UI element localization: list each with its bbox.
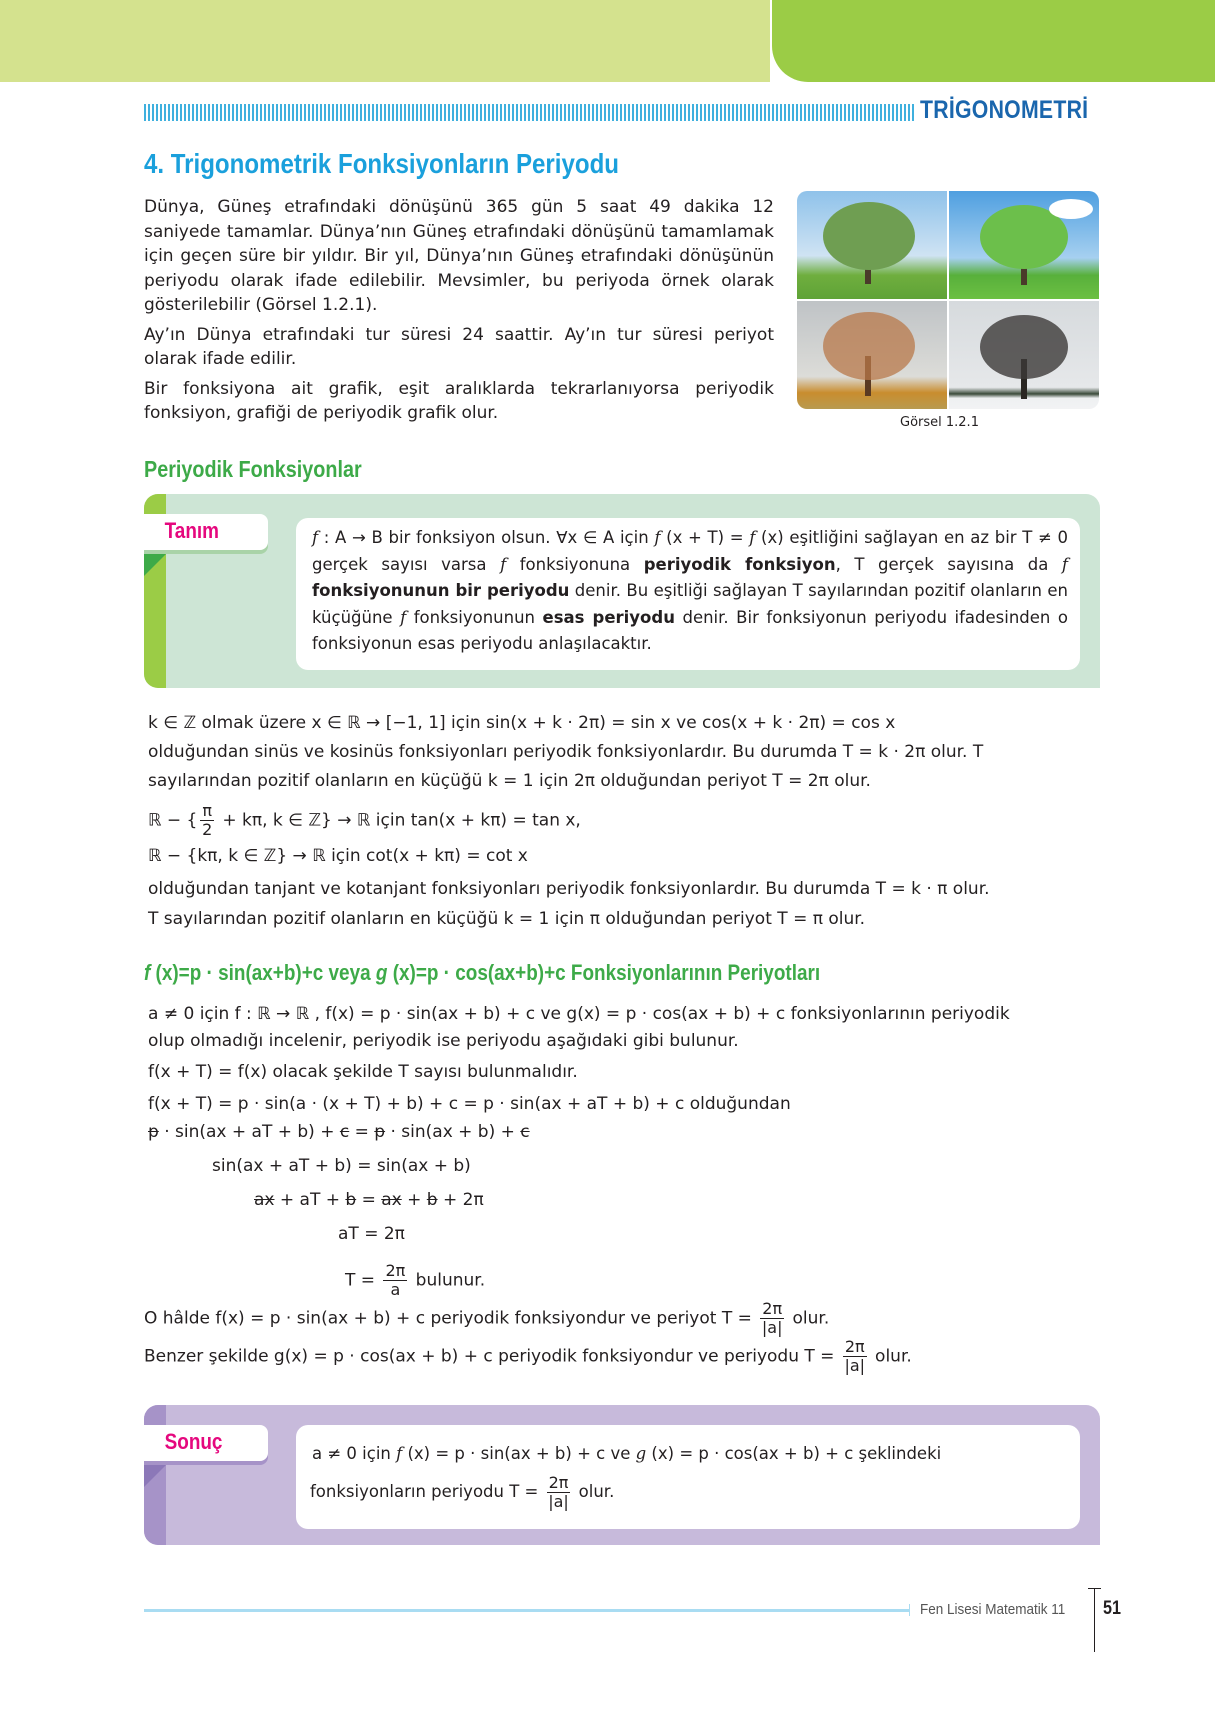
header-stripe [144, 104, 914, 121]
footer-divider [1094, 1588, 1095, 1652]
book-title: Fen Lisesi Matematik 11 [920, 1601, 1066, 1618]
footer-line [144, 1609, 910, 1612]
text-run: · sin(ax + aT + b) + [158, 1122, 340, 1142]
fraction-numerator: 2π [844, 1337, 865, 1356]
fraction [547, 1474, 571, 1511]
math-f: f [749, 528, 756, 547]
fraction-pi-over-2 [200, 802, 214, 839]
definition-label: Tanım [164, 518, 219, 543]
sincos-title [144, 960, 820, 986]
fraction-numerator: 2π [548, 1473, 569, 1492]
text-line: olduğundan tanjant ve kotanjant fonksiyonları periyodik fonksiyonlardır. Bu durumda T = k · π olur. [148, 879, 990, 899]
text-line: k ∈ ℤ olmak üzere x ∈ ℝ → [−1, 1] için sin(x + k · 2π) = sin x ve cos(x + k · 2π) = cos x [148, 713, 896, 733]
definition-run: fonksiyonuna [506, 554, 644, 574]
cancelled-ax: ax [381, 1190, 402, 1210]
derivation-step: aT = 2π [338, 1224, 405, 1244]
cancelled-p: p [374, 1122, 386, 1142]
fraction-denominator: 2 [202, 820, 213, 839]
conclusion-f [144, 1300, 1104, 1337]
cancelled-c: c [520, 1122, 530, 1142]
page-number: 51 [1103, 1598, 1121, 1619]
derivation-step [345, 1262, 1215, 1299]
text-run: Benzer şekilde g(x) = p · cos(ax + b) + c periyodik fonksiyondur ve periyodu T = [144, 1346, 840, 1367]
text-run: fonksiyonların periyodu T = [310, 1482, 544, 1501]
summer-tree-image [949, 191, 1099, 299]
title-run: (x)=p · cos(ax+b)+c Fonksiyonlarının Periyotları [387, 960, 821, 985]
derivation-step: sin(ax + aT + b) = sin(ax + b) [212, 1156, 471, 1176]
text-line: olduğundan sinüs ve kosinüs fonksiyonları periyodik fonksiyonlardır. Bu durumda T = k · 2π olur. T [148, 742, 984, 762]
section-title: 4. Trigonometrik Fonksiyonların Periyodu [144, 148, 620, 179]
definition-run: (x + T) = [660, 528, 750, 547]
text-run: bulunur. [410, 1270, 486, 1291]
definition-run: fonksiyonunun [406, 607, 543, 627]
cancel-line [148, 1118, 1108, 1146]
intro-text [144, 195, 774, 431]
definition-run: : A → B bir fonksiyon olsun. ∀x ∈ A için [318, 528, 655, 547]
text-run: (x) = p · sin(ax + b) + c ve [402, 1444, 636, 1463]
text-line: olup olmadığı incelenir, periyodik ise periyodu aşağıdaki gibi bulunur. [148, 1031, 739, 1051]
cot-line: ℝ − {kπ, k ∈ ℤ} → ℝ için cot(x + kπ) = cot x [148, 846, 528, 866]
fraction [843, 1338, 867, 1375]
chapter-title: TRİGONOMETRİ [920, 96, 1089, 124]
definition-run: denir. Bir fonksiyonun periyodu ifadesinden o fonksiyonun esas periyodu anlaşılacaktır. [312, 607, 1069, 653]
figure-caption: Görsel 1.2.1 [900, 415, 979, 430]
text-line: a ≠ 0 için f : ℝ → ℝ , f(x) = p · sin(ax + b) + c ve g(x) = p · cos(ax + b) + c fonksiyonlarının periyodik [148, 1004, 1010, 1024]
text-run: T = [345, 1270, 381, 1291]
text-line: f(x + T) = p · sin(a · (x + T) + b) + c = p · sin(ax + aT + b) + c olduğundan [148, 1094, 791, 1114]
result-line-2 [310, 1474, 1215, 1511]
cancelled-c: c [339, 1122, 350, 1142]
subsection-title: Periyodik Fonksiyonlar [144, 456, 362, 482]
cancelled-b: b [345, 1190, 357, 1210]
text-run: = [349, 1122, 375, 1142]
tan-line [148, 802, 1108, 839]
math-f: f [1061, 554, 1068, 574]
text-run: olur. [787, 1308, 830, 1329]
fraction-denominator: a [390, 1280, 401, 1299]
text-run: O hâlde f(x) = p · sin(ax + b) + c periyodik fonksiyondur ve periyot T = [144, 1308, 758, 1329]
math-f: f [400, 607, 407, 627]
header-band-light [0, 0, 770, 82]
seasons-figure [797, 191, 1099, 409]
title-f: f [144, 960, 151, 985]
definition-text [312, 525, 1068, 658]
title-run: (x)=p · sin(ax+b)+c veya [150, 960, 376, 985]
result-line-1 [312, 1440, 1215, 1468]
fraction-numerator: 2π [762, 1299, 783, 1318]
text-run: + kπ, k ∈ ℤ} → ℝ için tan(x + kπ) = tan x, [216, 810, 581, 831]
definition-run: denir. Bu eşitliği sağlayan T sayılarından pozitif olanların en küçüğüne [312, 581, 1069, 627]
fraction [383, 1262, 407, 1299]
definition-tab [144, 514, 268, 550]
result-label: Sonuç [164, 1429, 223, 1454]
term-fundamental-period: esas periyodu [542, 607, 675, 627]
text-line: f(x + T) = f(x) olacak şekilde T sayısı bulunmalıdır. [148, 1062, 578, 1082]
text-run: + 2π [437, 1190, 484, 1210]
fraction [760, 1300, 784, 1337]
text-run: ℝ − { [148, 810, 198, 831]
fraction-numerator: π [202, 801, 212, 820]
term-periodic-function: periyodik fonksiyon [643, 554, 836, 574]
text-run: a ≠ 0 için [312, 1444, 397, 1463]
fraction-denominator: |a| [548, 1492, 569, 1511]
math-g: g [635, 1444, 647, 1463]
text-run: olur. [869, 1346, 912, 1367]
definition-run: , T gerçek sayısına da [835, 554, 1062, 574]
text-line: T sayılarından pozitif olanların en küçüğü k = 1 için π olduğundan periyot T = π olur. [148, 909, 866, 929]
math-f: f [654, 528, 661, 547]
cancelled-p: p [148, 1122, 159, 1142]
text-run: = [356, 1190, 382, 1210]
spring-tree-image [797, 191, 947, 299]
definition-run: (x) eşitliğini sağlayan en az bir T ≠ 0 gerçek sayısı varsa [312, 528, 1069, 574]
fraction-denominator: |a| [844, 1356, 866, 1375]
text-run: + [401, 1190, 427, 1210]
cancelled-b: b [426, 1190, 438, 1210]
fraction-numerator: 2π [385, 1261, 406, 1280]
text-line: sayılarından pozitif olanların en küçüğü k = 1 için 2π olduğundan periyot T = 2π olur. [148, 771, 871, 791]
result-tab [144, 1425, 268, 1461]
math-f: f [396, 1444, 403, 1463]
intro-paragraph: Ay’ın Dünya etrafındaki tur süresi 24 saattir. Ay’ın tur süresi periyot olarak ifade edilir. [144, 324, 774, 369]
autumn-tree-image [797, 301, 947, 409]
header-band-dark [772, 0, 1215, 82]
footer-line-end [909, 1604, 910, 1616]
definition-tab-fold [144, 554, 166, 576]
fraction-denominator: |a| [761, 1318, 783, 1337]
conclusion-g [144, 1338, 1104, 1375]
derivation-step [254, 1186, 1214, 1214]
result-tab-fold [144, 1465, 166, 1487]
text-run: · sin(ax + b) + [385, 1122, 521, 1142]
text-run: (x) = p · cos(ax + b) + c şeklindeki [646, 1444, 942, 1463]
term-a-period: fonksiyonunun bir periyodu [312, 581, 570, 600]
intro-paragraph: Dünya, Güneş etrafındaki dönüşünü 365 gün 5 saat 49 dakika 12 saniyede tamamlar. Dünya’nın Güneş etrafındaki dönüşünü tamamlamak için geçen süre bir yıldır. Bir yıl, Dünya’nın Güneş etrafındaki dönüşünün periyodu olarak ifade edilebilir. Mevsimler, bu periyoda örnek olarak gösterilebilir (Görsel 1.2.1). [144, 197, 774, 315]
text-run: olur. [573, 1482, 615, 1501]
intro-paragraph: Bir fonksiyona ait grafik, eşit aralıklarda tekrarlanıyorsa periyodik fonksiyon, grafiği de periyodik grafik olur. [144, 378, 774, 423]
math-f: f [312, 528, 319, 547]
title-g: g [375, 960, 388, 985]
math-f: f [500, 554, 507, 574]
text-run: + aT + [274, 1190, 346, 1210]
cancelled-ax: ax [254, 1190, 275, 1210]
winter-tree-image [949, 301, 1099, 409]
